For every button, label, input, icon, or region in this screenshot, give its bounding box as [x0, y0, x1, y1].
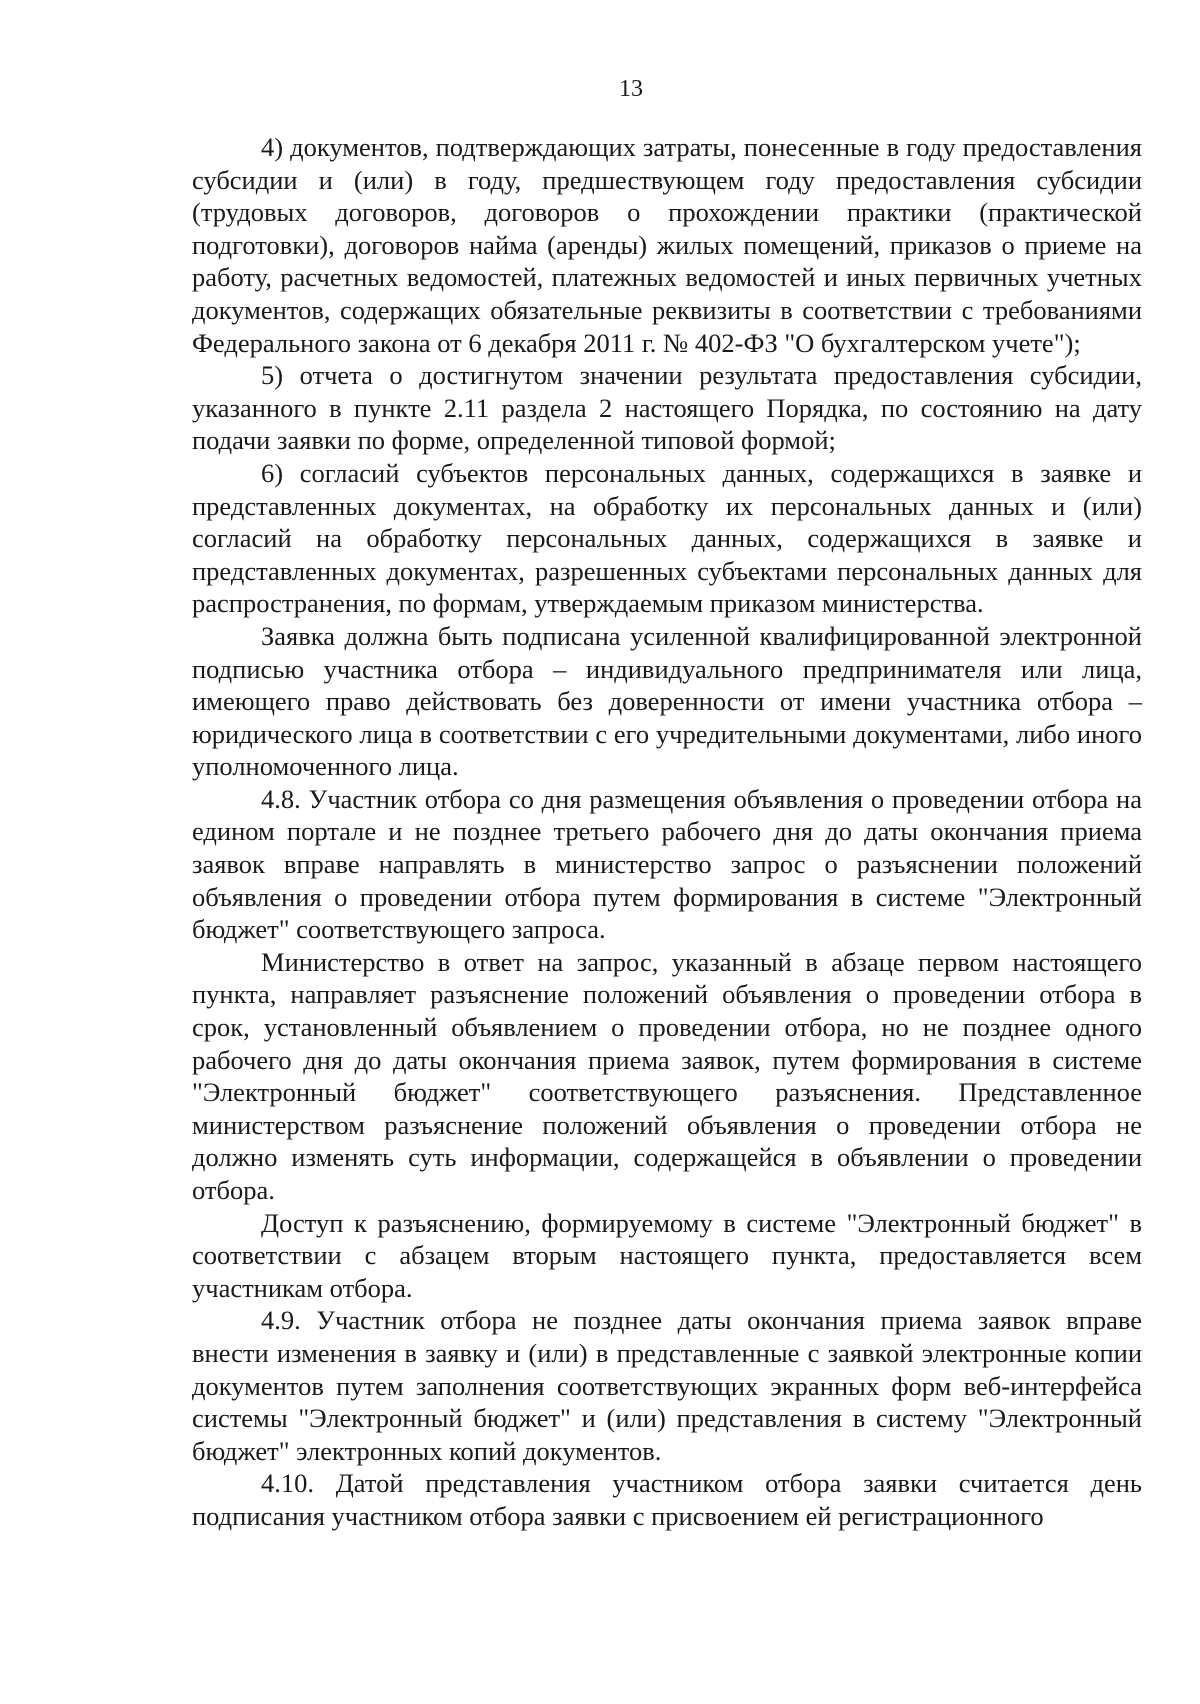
paragraph-4-8: 4.8. Участник отбора со дня размещения объявления о проведении отбора на едином портале и не позднее третьего рабочего дня до даты окончания приема заявок вправе направлять в министерство запрос о разъяснении положений объявления о проведении отбора путем формирования в системе "Электронный бюджет" соответствующего запроса. [192, 783, 1142, 945]
paragraph-4-9: 4.9. Участник отбора не позднее даты окончания приема заявок вправе внести изменения в заявку и (или) в представленные с заявкой электронные копии документов путем заполнения соответствующих экранных форм веб-интерфейса системы "Электронный бюджет" и (или) представления в систему "Электронный бюджет" электронных копий документов. [192, 1305, 1142, 1466]
paragraph-ministry-response: Министерство в ответ на запрос, указанный в абзаце первом настоящего пункта, направляет разъяснение положений объявления о проведении отбора в срок, установленный объявлением о проведении отбора, но не позднее одного рабочего дня до даты окончания приема заявок, путем формирования в системе "Электронный бюджет" соответствующего разъяснения. Представленное министерством разъяснение положений объявления о проведении отбора не должно изменять суть информации, содержащейся в объявлении о проведении отбора. [192, 946, 1142, 1205]
page-number: 13 [619, 76, 643, 102]
paragraph-item-4-documents: 4) документов, подтверждающих затраты, понесенные в году предоставления субсидии и (или) в году, предшествующем году предоставления субсидии (трудовых договоров, договоров о прохождении практики (практической подготовки), договоров найма (аренды) жилых помещений, приказов о приеме на работу, расчетных ведомостей, платежных ведомостей и иных первичных учетных документов, содержащих обязательные реквизиты в соответствии с требованиями Федерального закона от 6 декабря 2011 г. № 402-ФЗ "О бухгалтерском учете"); [192, 132, 1142, 358]
document-body [192, 131, 1142, 1533]
paragraph-application-signature: Заявка должна быть подписана усиленной квалифицированной электронной подписью участника отбора – индивидуального предпринимателя или лица, имеющего право действовать без доверенности от имени участника отбора – юридического лица в соответствии с его учредительными документами, либо иного уполномоченного лица. [192, 620, 1142, 782]
paragraph-access-clarification: Доступ к разъяснению, формируемому в системе "Электронный бюджет" в соответствии с абзацем вторым настоящего пункта, предоставляется всем участникам отбора. [192, 1207, 1142, 1303]
paragraph-item-5-report: 5) отчета о достигнутом значении результата предоставления субсидии, указанного в пункте 2.11 раздела 2 настоящего Порядка, по состоянию на дату подачи заявки по форме, определенной типовой формой; [192, 360, 1142, 456]
paragraph-item-6-consents: 6) согласий субъектов персональных данных, содержащихся в заявке и представленных документах, на обработку их персональных данных и (или) согласий на обработку персональных данных, содержащихся в заявке и представленных документах, разрешенных субъектами персональных данных для распространения, по формам, утверждаемым приказом министерства. [192, 457, 1142, 619]
paragraph-4-10: 4.10. Датой представления участником отбора заявки считается день подписания участником отбора заявки с присвоением ей регистрационного [192, 1468, 1142, 1531]
